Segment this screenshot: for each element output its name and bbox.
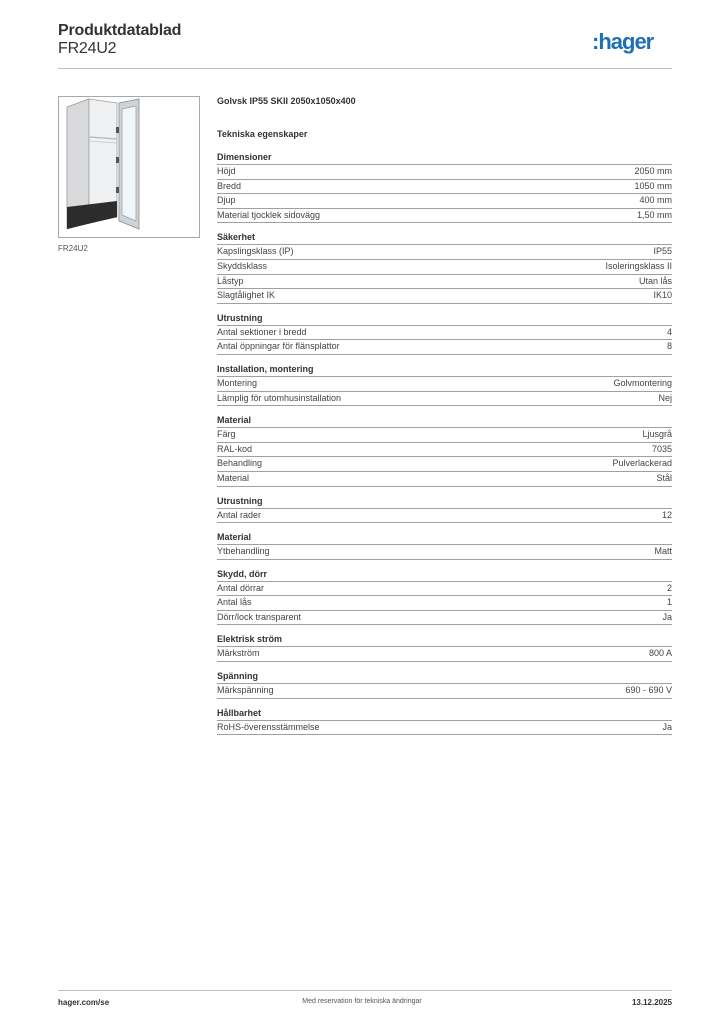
property-value: Ja (662, 611, 672, 622)
property-section (217, 231, 672, 303)
property-value: 2050 mm (634, 166, 672, 176)
hager-logo (592, 28, 672, 58)
property-section (217, 633, 672, 662)
property-row (217, 472, 672, 487)
property-label: Färg (217, 429, 236, 440)
property-label: Material (217, 472, 250, 483)
property-label: Montering (217, 377, 258, 388)
property-value: 400 mm (639, 195, 672, 206)
property-value: 7035 (651, 443, 672, 454)
property-row (217, 340, 672, 355)
property-value: 2 (666, 582, 672, 593)
footer-website: hager.com/se (58, 998, 110, 1007)
property-label: Höjd (217, 166, 236, 176)
property-row (217, 545, 672, 560)
property-row (217, 509, 672, 524)
document-title: Produktdatablad (58, 22, 182, 39)
header-divider (58, 68, 672, 69)
product-image (58, 96, 200, 238)
hager-logo-mark (592, 28, 672, 56)
cabinet-illustration (59, 97, 199, 237)
property-value: Ljusgrå (642, 429, 672, 440)
document-subtitle: FR24U2 (58, 40, 117, 57)
door-glass (122, 106, 136, 221)
property-row (217, 260, 672, 275)
property-section (217, 707, 672, 736)
property-label: Dörr/lock transparent (217, 611, 302, 622)
section-title: Material (217, 414, 672, 428)
property-section (217, 568, 672, 626)
footer-note: Med reservation för tekniska ändringar (302, 998, 422, 1005)
property-row (217, 289, 672, 304)
property-value: 1 (666, 597, 672, 608)
section-title: Säkerhet (217, 231, 672, 245)
property-value: 4 (666, 326, 672, 337)
property-label: Skyddsklass (217, 260, 268, 271)
image-caption: FR24U2 (58, 244, 88, 253)
property-row (217, 326, 672, 341)
property-label: Lämplig för utomhusinstallation (217, 392, 342, 403)
property-value: Isoleringsklass II (605, 260, 672, 271)
property-row (217, 377, 672, 392)
property-label: Antal öppningar för flänsplattor (217, 341, 340, 352)
property-label: Antal lås (217, 597, 252, 608)
property-value: Utan lås (638, 275, 672, 286)
product-details (217, 94, 672, 735)
property-value: Ja (662, 721, 672, 732)
section-title: Hållbarhet (217, 707, 672, 721)
property-value: Stål (656, 472, 672, 483)
property-row (217, 582, 672, 597)
property-row (217, 209, 672, 224)
property-value: 690 - 690 V (625, 685, 672, 696)
property-label: Ytbehandling (217, 546, 270, 557)
property-label: Djup (217, 195, 236, 206)
section-title: Installation, montering (217, 363, 672, 377)
door-hinge (116, 157, 119, 163)
property-value: Golvmontering (613, 377, 672, 388)
property-section (217, 531, 672, 560)
property-label: Kapslingsklass (IP) (217, 246, 294, 257)
property-label: Antal sektioner i bredd (217, 326, 307, 337)
property-label: Låstyp (217, 275, 244, 286)
property-row (217, 245, 672, 260)
property-value: 800 A (648, 648, 672, 659)
section-title: Spänning (217, 670, 672, 684)
property-row (217, 611, 672, 626)
property-value: Matt (654, 546, 672, 557)
section-title: Utrustning (217, 312, 672, 326)
property-row (217, 392, 672, 407)
property-section (217, 363, 672, 406)
property-label: Märkström (217, 648, 260, 659)
property-section (217, 670, 672, 699)
properties-table (217, 151, 672, 735)
section-title: Material (217, 531, 672, 545)
property-label: Behandling (217, 458, 263, 469)
property-row (217, 428, 672, 443)
property-row (217, 596, 672, 611)
section-title: Elektrisk ström (217, 633, 672, 647)
property-value: IP55 (653, 246, 672, 257)
property-label: Material tjocklek sidovägg (217, 209, 321, 220)
property-label: Bredd (217, 180, 242, 191)
properties-heading: Tekniska egenskaper (217, 129, 308, 139)
property-section (217, 151, 672, 223)
logo-wordmark: :hager (592, 29, 654, 54)
property-row (217, 684, 672, 699)
property-row (217, 275, 672, 290)
property-label: RAL-kod (217, 443, 253, 454)
property-label: Slagtålighet IK (217, 290, 276, 301)
property-label: RoHS-överensstämmelse (217, 721, 320, 732)
property-value: Pulverlackerad (612, 458, 672, 469)
property-row (217, 721, 672, 736)
section-title: Utrustning (217, 495, 672, 509)
property-section (217, 414, 672, 486)
property-section (217, 312, 672, 355)
product-name: Golvsk IP55 SKII 2050x1050x400 (217, 96, 356, 106)
section-title: Skydd, dörr (217, 568, 672, 582)
door-hinge (116, 187, 119, 193)
footer-date: 13.12.2025 (631, 998, 672, 1007)
property-value: IK10 (653, 290, 672, 301)
property-label: Antal rader (217, 509, 262, 520)
property-label: Antal dörrar (217, 582, 265, 593)
property-row (217, 180, 672, 195)
property-label: Märkspänning (217, 685, 274, 696)
property-value: 8 (666, 341, 672, 352)
property-value: Nej (658, 392, 672, 403)
door-hinge (116, 127, 119, 133)
property-row (217, 443, 672, 458)
section-title: Dimensioner (217, 151, 672, 165)
property-row (217, 194, 672, 209)
property-row (217, 165, 672, 180)
property-value: 1,50 mm (636, 209, 672, 220)
property-section (217, 495, 672, 524)
property-value: 12 (661, 509, 672, 520)
footer-divider (58, 990, 672, 991)
page-header (58, 20, 672, 70)
property-value: 1050 mm (634, 180, 672, 191)
property-row (217, 457, 672, 472)
property-row (217, 647, 672, 662)
